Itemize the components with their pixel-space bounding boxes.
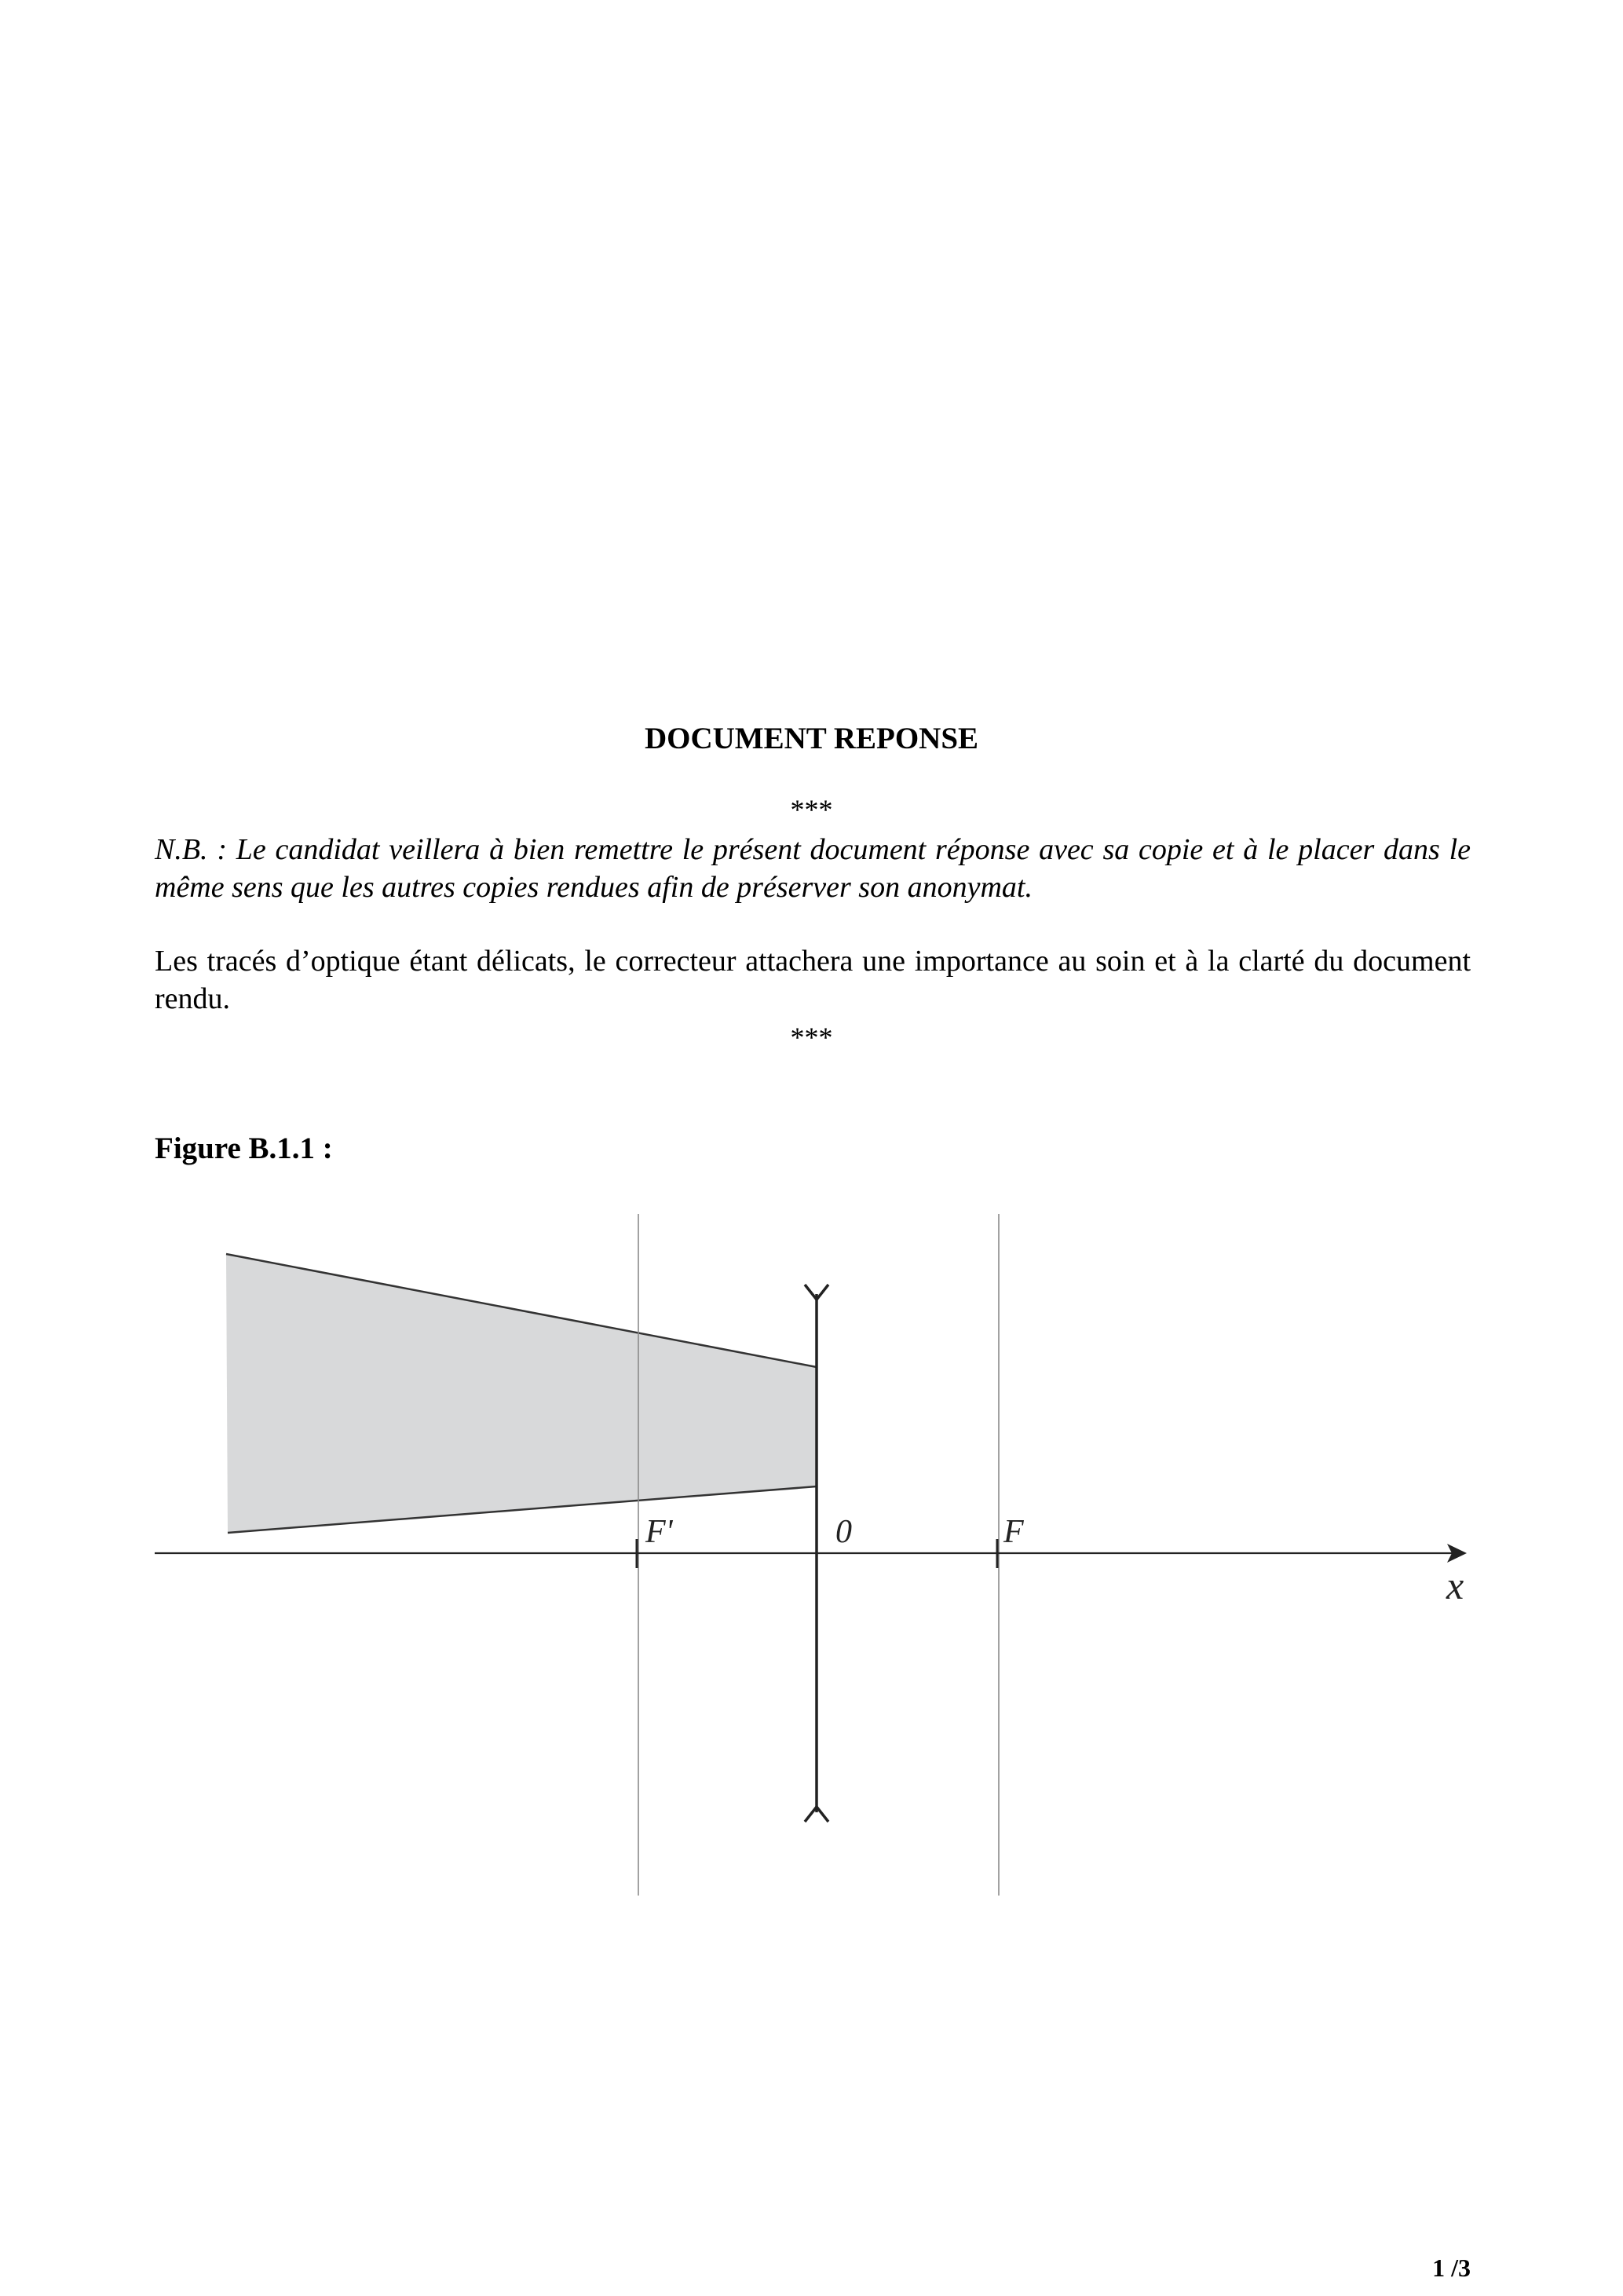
label-object-focus: F	[1003, 1514, 1024, 1550]
nb-note: N.B. : Le candidat veillera à bien remettre le présent document réponse avec sa copie et à le placer dans le même sens que les autres copies rendues afin de préserver son anonymat.	[155, 833, 1471, 904]
separator-bottom: ***	[790, 1022, 833, 1053]
label-center: 0	[835, 1514, 852, 1550]
care-note: Les tracés d’optique étant délicats, le correcteur attachera une importance au soin et à la clarté du document rendu.	[155, 945, 1471, 1015]
separator-top: ***	[790, 794, 833, 825]
page-title: DOCUMENT REPONSE	[644, 722, 979, 755]
page-number: 1 /3	[1432, 2254, 1471, 2282]
label-axis-x: x	[1446, 1563, 1464, 1607]
label-image-focus: F'	[645, 1514, 673, 1550]
figure-label: Figure B.1.1 :	[155, 1132, 333, 1165]
light-beam	[226, 1254, 817, 1533]
